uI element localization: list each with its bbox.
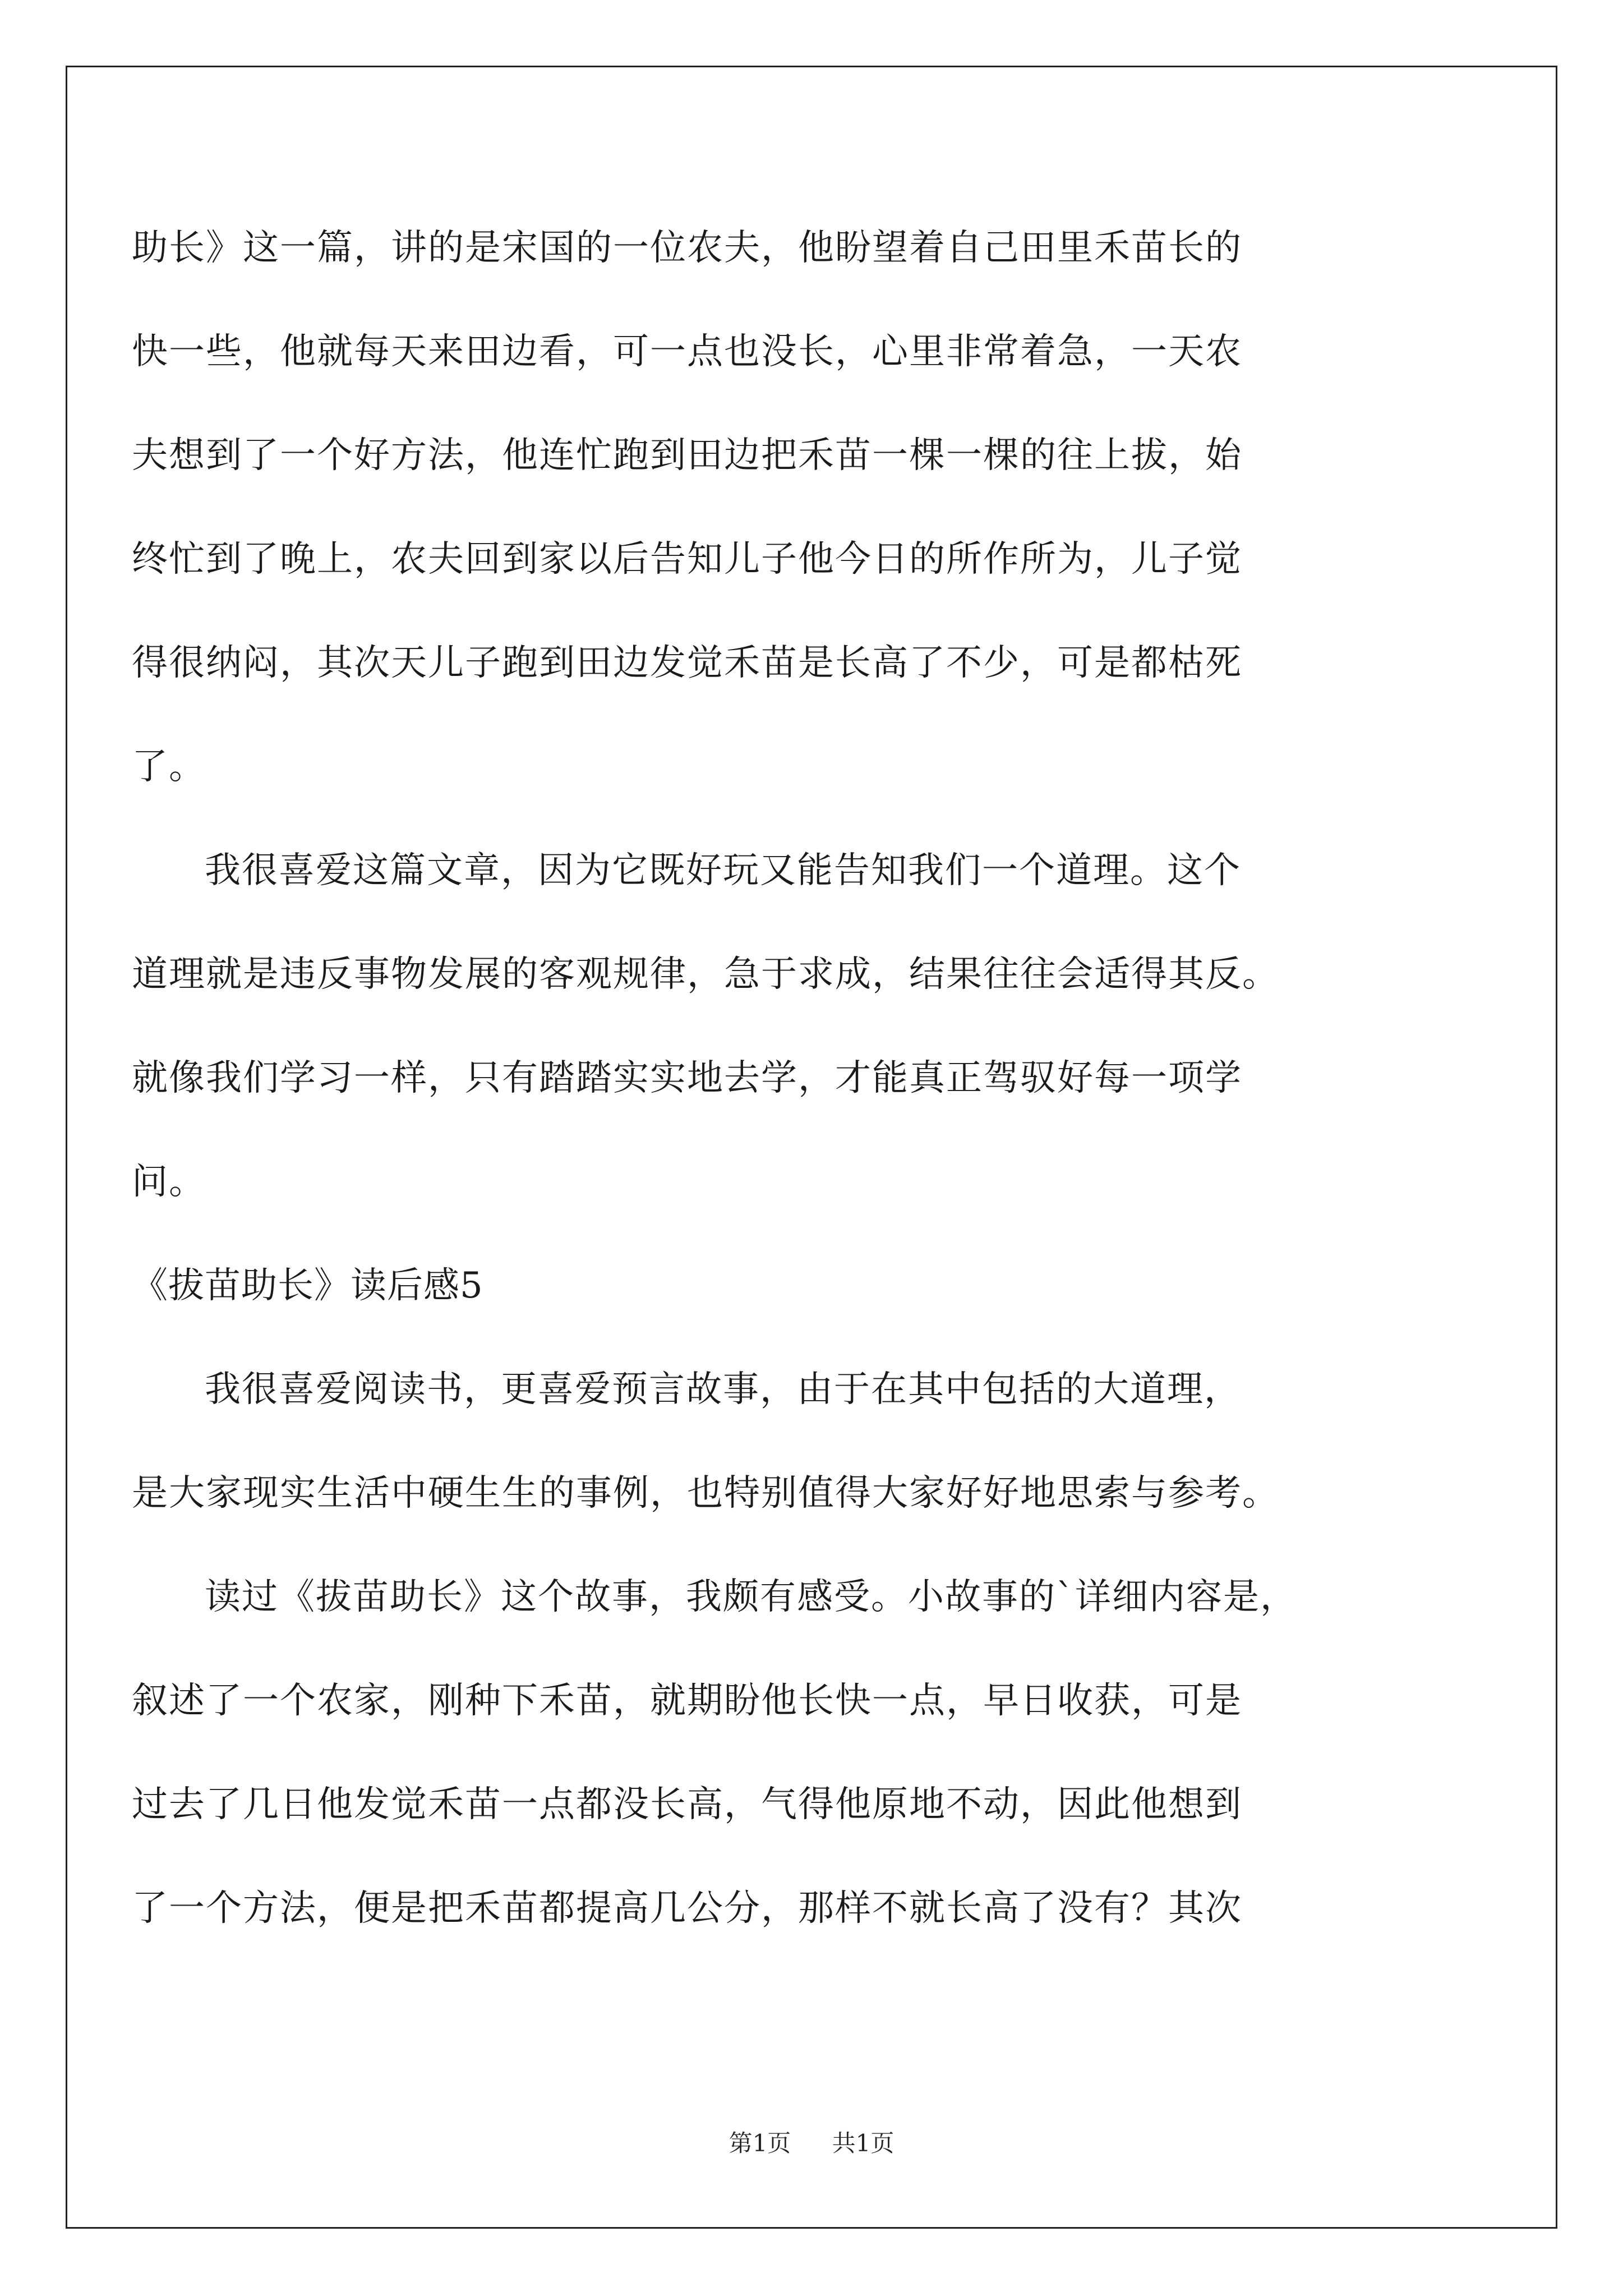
- paragraph-line: 夫想到了一个好方法，他连忙跑到田边把禾苗一棵一棵的往上拔，始: [132, 435, 1242, 476]
- paragraph-line: 道理就是违反事物发展的客观规律，急于求成，结果往往会适得其反。: [132, 954, 1279, 995]
- paragraph-line: 我很喜爱这篇文章，因为它既好玩又能告知我们一个道理。这个: [205, 850, 1241, 891]
- paragraph-line: 是大家现实生活中硬生生的事例，也特别值得大家好好地思索与参考。: [132, 1473, 1279, 1514]
- paragraph-line: 问。: [132, 1161, 206, 1203]
- paragraph-line: 了。: [132, 746, 206, 788]
- page-number: 第1页: [728, 2129, 791, 2157]
- paragraph-line: 我很喜爱阅读书，更喜爱预言故事，由于在其中包括的大道理，: [205, 1369, 1241, 1410]
- page-footer: [0, 2125, 1623, 2159]
- paragraph-line: 读过《拔苗助长》这个故事，我颇有感受。小故事的`详细内容是，: [205, 1576, 1297, 1618]
- paragraph-line: 过去了几日他发觉禾苗一点都没长高，气得他原地不动，因此他想到: [132, 1784, 1242, 1825]
- paragraph-line: 叙述了一个农家，刚种下禾苗，就期盼他长快一点，早日收获，可是: [132, 1680, 1242, 1722]
- paragraph-line: 终忙到了晚上，农夫回到家以后告知儿子他今日的所作所为，儿子觉: [132, 539, 1242, 580]
- paragraph-line: 就像我们学习一样，只有踏踏实实地去学，才能真正驾驭好每一项学: [132, 1057, 1242, 1099]
- section-heading: 《拔苗助长》读后感5: [132, 1265, 483, 1306]
- paragraph-line: 快一些，他就每天来田边看，可一点也没长，心里非常着急，一天农: [132, 331, 1242, 372]
- page-total: 共1页: [832, 2129, 895, 2157]
- paragraph-line: 得很纳闷，其次天儿子跑到田边发觉禾苗是长高了不少，可是都枯死: [132, 642, 1242, 684]
- paragraph-line: 助长》这一篇，讲的是宋国的一位农夫，他盼望着自己田里禾苗长的: [132, 227, 1242, 269]
- paragraph-line: 了一个方法，便是把禾苗都提高几公分，那样不就长高了没有？其次: [132, 1888, 1242, 1929]
